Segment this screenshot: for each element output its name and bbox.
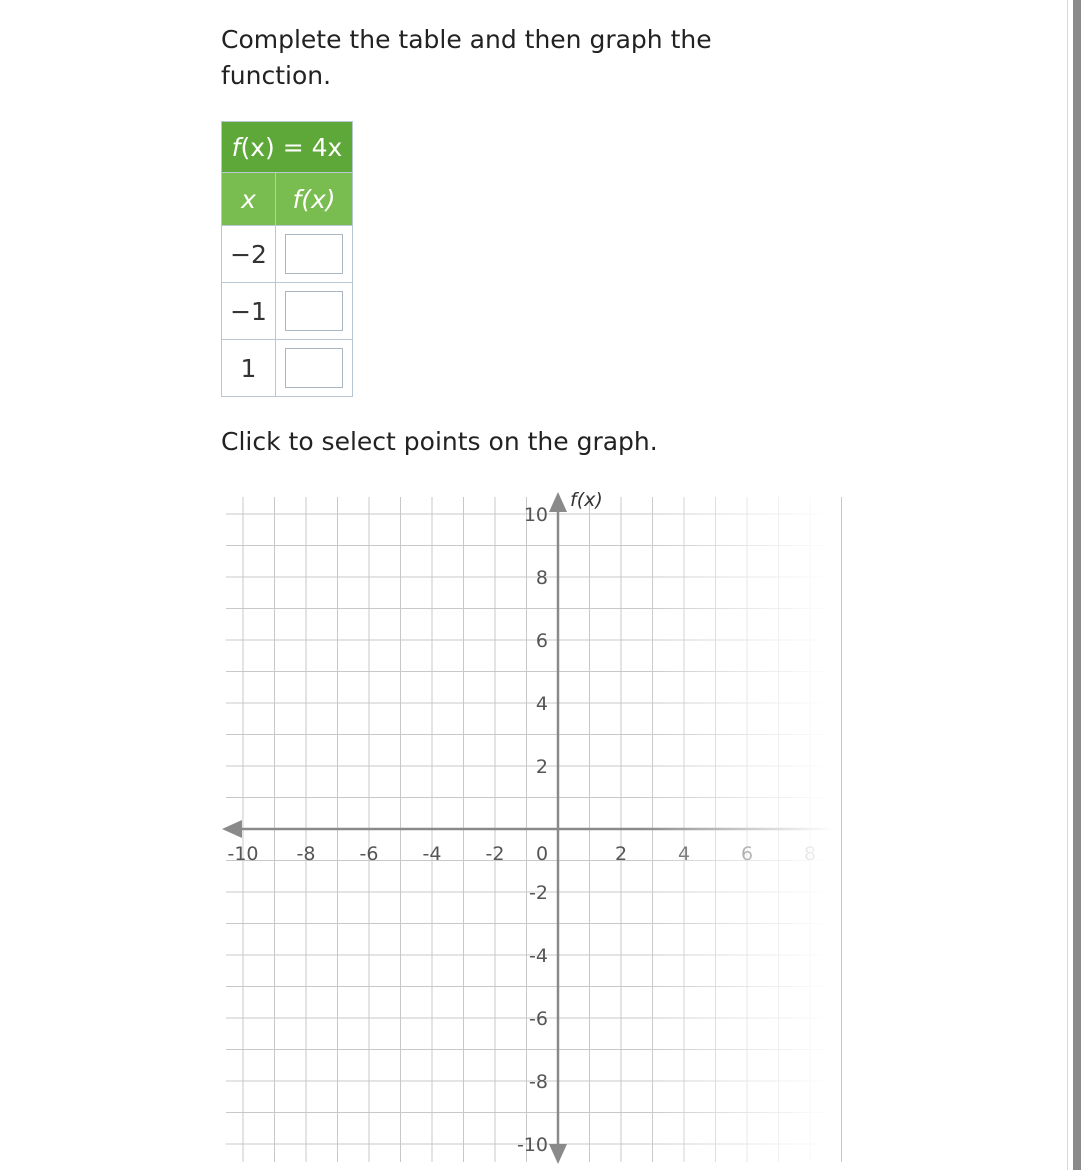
x-tick-label: -8: [296, 843, 316, 865]
y-tick-label: 8: [535, 567, 548, 589]
y-tick-label: 6: [535, 630, 548, 652]
graph-fade-overlay: [640, 490, 832, 1170]
y-tick-label: 10: [523, 504, 548, 526]
y-tick-label: -8: [529, 1071, 548, 1093]
column-header-fx: f(x): [276, 173, 353, 226]
y-tick-label: -10: [516, 1134, 548, 1156]
x-value-cell: 1: [222, 340, 276, 397]
x-axis-arrow-left: [222, 820, 242, 838]
y-tick-label: 4: [535, 693, 548, 715]
graph-instruction: Click to select points on the graph.: [221, 427, 658, 456]
scrollbar-thumb[interactable]: [1073, 0, 1081, 1170]
x-tick-label: -4: [422, 843, 442, 865]
y-axis-label: f(x): [570, 489, 603, 511]
y-tick-label: -6: [529, 1008, 548, 1030]
y-axis-arrow-down: [549, 1144, 567, 1164]
x-tick-label: -2: [485, 843, 505, 865]
x-value-cell: −2: [222, 226, 276, 283]
x-tick-label: -10: [227, 843, 259, 865]
column-header-x: x: [222, 173, 276, 226]
x-value-cell: −1: [222, 283, 276, 340]
y-axis-arrow-up: [549, 492, 567, 512]
y-tick-label: -2: [529, 882, 548, 904]
x-tick-label: -6: [359, 843, 379, 865]
x-tick-label: 2: [614, 843, 628, 865]
y-tick-label: 2: [535, 756, 548, 778]
question-prompt: Complete the table and then graph the function.: [221, 25, 712, 90]
x-tick-label: 0: [535, 843, 549, 865]
y-tick-label: -4: [529, 945, 548, 967]
function-expression: (x) = 4x: [240, 132, 343, 162]
function-name: f: [231, 132, 241, 162]
